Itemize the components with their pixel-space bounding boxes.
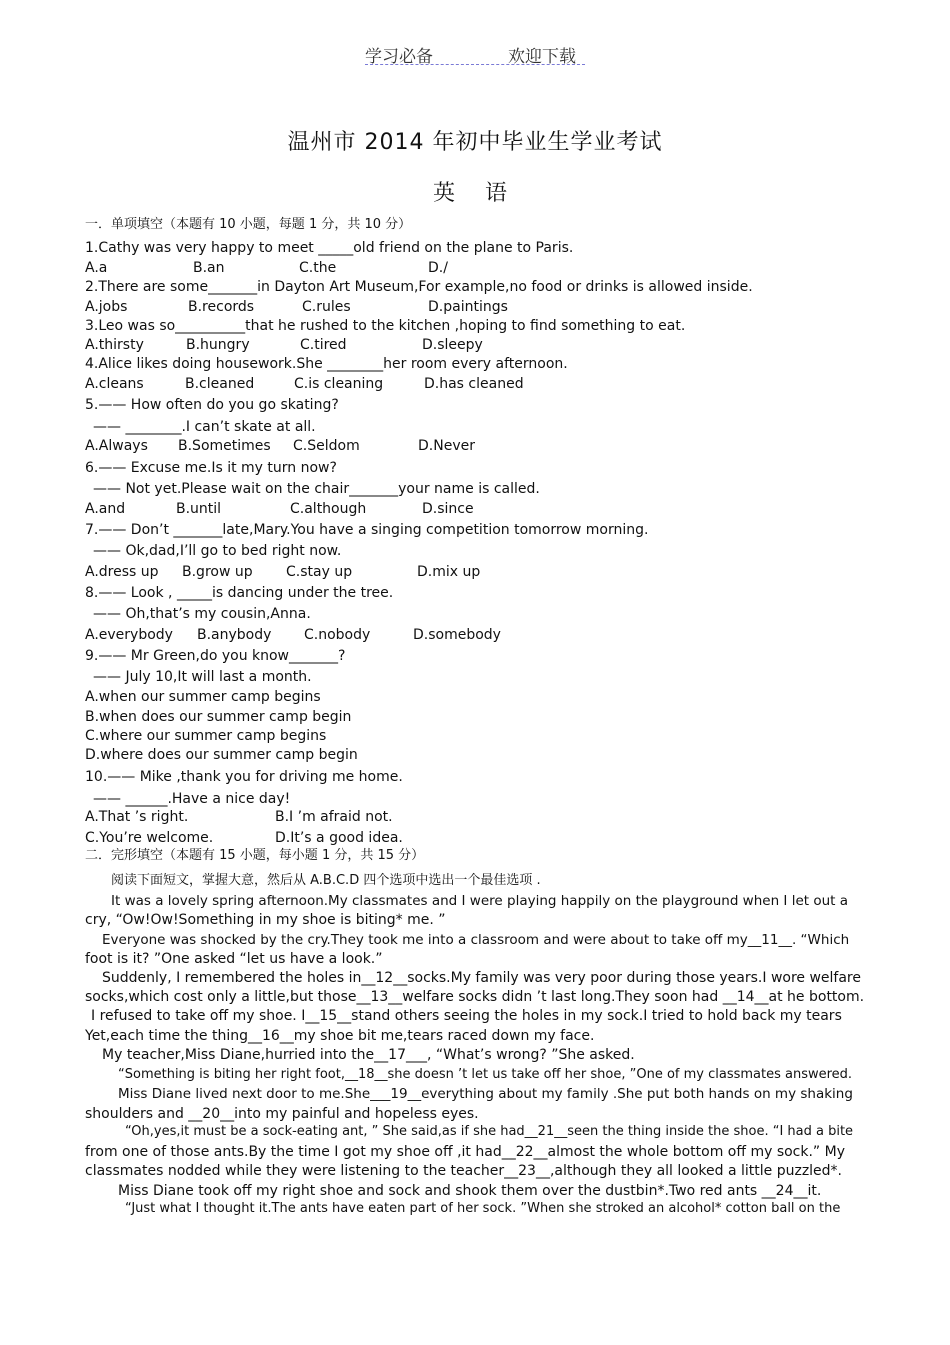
q6-stem: 6.—— Excuse me.Is it my turn now? [85, 460, 337, 476]
q9-option-c: C.where our summer camp begins [85, 728, 327, 744]
q4-option-c: C.is cleaning [294, 376, 384, 392]
q3-option-d: D.sleepy [422, 337, 483, 353]
q8-option-d: D.somebody [413, 627, 501, 643]
passage-line: shoulders and __20__into my painful and hopeless eyes. [85, 1106, 479, 1122]
q1-stem: 1.Cathy was very happy to meet _____old friend on the plane to Paris. [85, 240, 574, 256]
q3-stem: 3.Leo was so__________that he rushed to the kitchen ,hoping to find something to eat. [85, 318, 686, 334]
q9-stem: 9.—— Mr Green,do you know_______? [85, 648, 346, 664]
q7-option-a: A.dress up [85, 564, 159, 580]
q5-stem: 5.—— How often do you go skating? [85, 397, 339, 413]
q2-option-c: C.rules [302, 299, 351, 315]
passage-line: foot is it? ”One asked “let us have a look.” [85, 951, 383, 967]
q2-stem: 2.There are some_______in Dayton Art Museum,For example,no food or drinks is allowed inside. [85, 279, 753, 295]
q5-option-a: A.Always [85, 438, 148, 454]
q5-option-c: C.Seldom [293, 438, 360, 454]
q4-option-b: B.cleaned [185, 376, 255, 392]
header-right: 欢迎下载 [508, 47, 576, 67]
q1-option-c: C.the [299, 260, 337, 276]
q6-option-b: B.until [176, 501, 222, 517]
q3-option-b: B.hungry [186, 337, 250, 353]
q3-option-c: C.tired [300, 337, 347, 353]
passage-line: It was a lovely spring afternoon.My classmates and I were playing happily on the playground when I let out a [111, 893, 849, 909]
q10-stem: 10.—— Mike ,thank you for driving me home. [85, 769, 403, 785]
q10-option-a: A.That ’s right. [85, 809, 189, 825]
q7-option-c: C.stay up [286, 564, 353, 580]
q10-option-b: B.I ’m afraid not. [275, 809, 393, 825]
q7-option-b: B.grow up [182, 564, 253, 580]
passage-line: classmates nodded while they were listening to the teacher__23__,although they all looked a little puzzled*. [85, 1163, 843, 1179]
exam-subject: 英语 [432, 181, 537, 206]
q4-option-a: A.cleans [85, 376, 144, 392]
q1-option-b: B.an [193, 260, 225, 276]
q9-reply: —— July 10,It will last a month. [93, 669, 312, 685]
q2-option-d: D.paintings [428, 299, 508, 315]
section2-instruction: 阅读下面短文，掌握大意，然后从 A.B.C.D 四个选项中选出一个最佳选项 . [111, 873, 541, 888]
q2-option-b: B.records [188, 299, 255, 315]
section2-heading: 二．完形填空（本题有 15 小题，每小题 1 分，共 15 分） [85, 848, 425, 863]
q2-option-a: A.jobs [85, 299, 128, 315]
page-header [365, 42, 585, 65]
q1-option-d: D./ [428, 260, 448, 276]
section1-heading: 一．单项填空（本题有 10 小题，每题 1 分，共 10 分） [85, 217, 412, 232]
q7-option-d: D.mix up [417, 564, 481, 580]
q4-stem: 4.Alice likes doing housework.She ________her room every afternoon. [85, 356, 568, 372]
passage-line: “Just what I thought it.The ants have eaten part of her sock. ”When she stroked an alcohol* cotton ball on the [125, 1201, 841, 1216]
passage-line: Miss Diane took off my right shoe and sock and shook them over the dustbin*.Two red ants __24__it. [118, 1183, 822, 1199]
q8-option-c: C.nobody [304, 627, 371, 643]
passage-line: Everyone was shocked by the cry.They took me into a classroom and were about to take off my__11__. “Which [102, 932, 850, 948]
passage-line: Suddenly, I remembered the holes in__12__socks.My family was very poor during those years.I wore welfare [102, 970, 861, 986]
q4-option-d: D.has cleaned [424, 376, 524, 392]
q7-stem: 7.—— Don’t _______late,Mary.You have a singing competition tomorrow morning. [85, 522, 649, 538]
passage-line: “Oh,yes,it must be a sock-eating ant, ” She said,as if she had__21__seen the thing inside the shoe. “I had a bite [125, 1124, 854, 1139]
q8-option-b: B.anybody [197, 627, 272, 643]
passage-line: My teacher,Miss Diane,hurried into the__17___, “What’s wrong? ”She asked. [102, 1047, 635, 1063]
header-left: 学习必备 [365, 47, 433, 67]
q8-stem: 8.—— Look , _____is dancing under the tree. [85, 585, 394, 601]
q5-option-d: D.Never [418, 438, 475, 454]
q5-option-b: B.Sometimes [178, 438, 271, 454]
q5-reply: —— ________.I can’t skate at all. [93, 419, 316, 435]
q6-option-d: D.since [422, 501, 474, 517]
q3-option-a: A.thirsty [85, 337, 144, 353]
q8-option-a: A.everybody [85, 627, 173, 643]
passage-line: Miss Diane lived next door to me.She___19__everything about my family .She put both hands on my shaking [118, 1086, 853, 1102]
q8-reply: —— Oh,that’s my cousin,Anna. [93, 606, 311, 622]
q1-option-a: A.a [85, 260, 108, 276]
passage-line: cry, “Ow!Ow!Something in my shoe is biting* me. ” [85, 912, 446, 928]
q6-option-a: A.and [85, 501, 126, 517]
passage-line: Yet,each time the thing__16__my shoe bit me,tears raced down my face. [85, 1028, 595, 1044]
passage-line: “Something is biting her right foot,__18__she doesn ’t let us take off her shoe, ”One of my classmates answered. [118, 1067, 853, 1082]
q6-option-c: C.although [290, 501, 367, 517]
passage-line: socks,which cost only a little,but those__13__welfare socks didn ’t last long.They soon had __14__at he bottom. [85, 989, 865, 1005]
q10-option-d: D.It’s a good idea. [275, 830, 403, 846]
passage-line: I refused to take off my shoe. I__15__stand others seeing the holes in my sock.I tried to hold back my tears [91, 1008, 842, 1024]
q9-option-d: D.where does our summer camp begin [85, 747, 358, 763]
q10-option-c: C.You’re welcome. [85, 830, 214, 846]
passage-line: from one of those ants.By the time I got my shoe off ,it had__22__almost the whole bottom off my sock.” My [85, 1144, 845, 1160]
q9-option-a: A.when our summer camp begins [85, 689, 321, 705]
q6-reply: —— Not yet.Please wait on the chair_______your name is called. [93, 481, 540, 497]
q10-reply: —— ______.Have a nice day! [93, 791, 291, 807]
q7-reply: —— Ok,dad,I’ll go to bed right now. [93, 543, 342, 559]
q9-option-b: B.when does our summer camp begin [85, 709, 352, 725]
exam-title: 温州市 2014 年初中毕业生学业考试 [287, 130, 663, 155]
